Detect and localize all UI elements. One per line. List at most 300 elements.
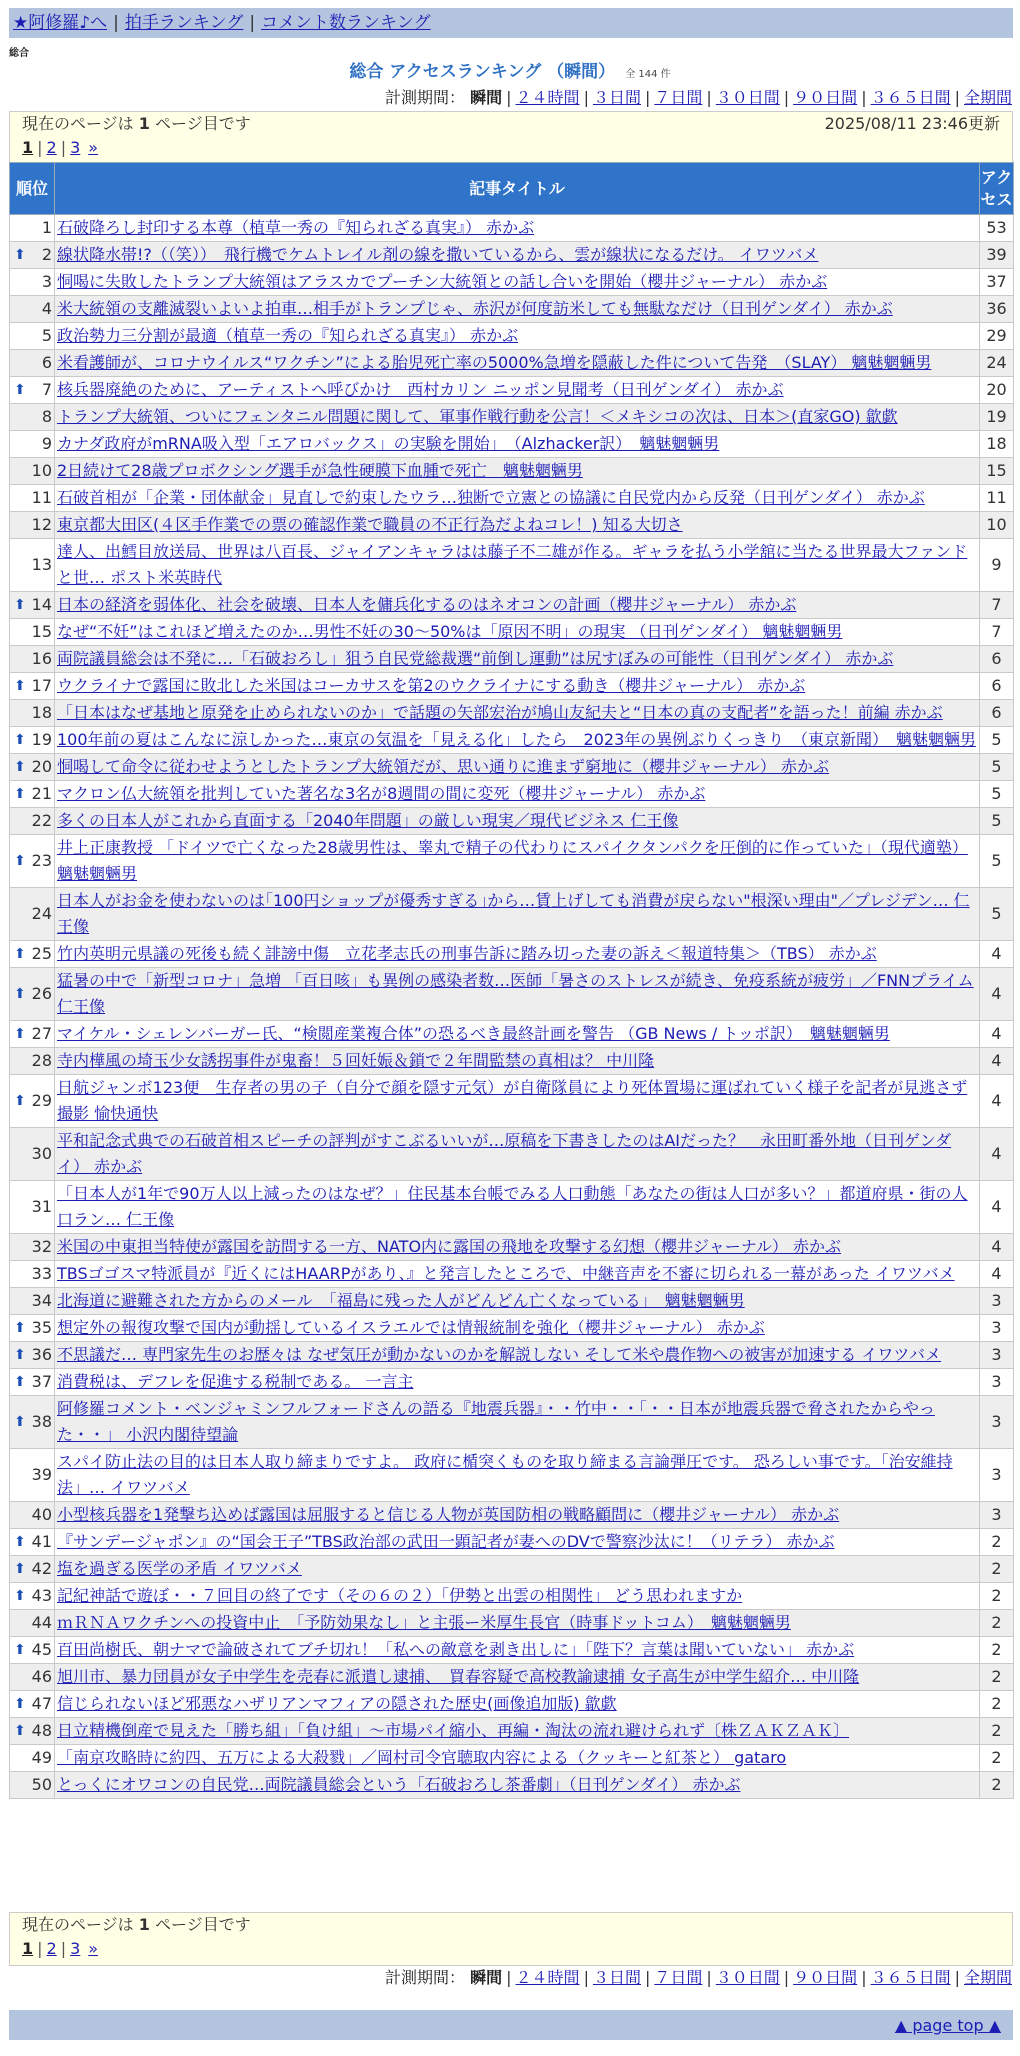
title-cell <box>55 377 980 404</box>
up-arrow-icon: ⬆ <box>14 1026 26 1042</box>
period-current: 瞬間 <box>470 1968 503 1987</box>
title-cell <box>55 539 980 592</box>
page-current: 1 <box>22 1939 34 1958</box>
table-row <box>10 242 1014 269</box>
article-title-link[interactable]: マイケル・シェレンバーガー氏、“検閲産業複合体”の恐るべき最終計画を警告 （GB News / トッポ訳） 魑魅魍魎男 <box>57 1024 890 1043</box>
rank-number: 31 <box>31 1197 52 1216</box>
title-cell <box>55 1691 980 1718</box>
table-row <box>10 296 1014 323</box>
article-title-link[interactable]: 「南京攻略時に約四、五万による大殺戮」／岡村司令官聴取内容による（クッキーと紅茶と） gataro <box>57 1748 787 1767</box>
article-title-link[interactable]: 竹内英明元県議の死後も続く誹謗中傷 立花孝志氏の刑事告訴に踏み切った妻の訴え＜報道特集＞（TBS） 赤かぶ <box>57 944 877 963</box>
table-row <box>10 673 1014 700</box>
access-count: 2 <box>980 1637 1014 1664</box>
table-row <box>10 1288 1014 1315</box>
col-title-header: 記事タイトル <box>55 163 980 215</box>
access-count: 2 <box>980 1745 1014 1772</box>
rank-cell <box>10 1181 55 1234</box>
rank-number: 5 <box>41 326 52 345</box>
access-count: 6 <box>980 646 1014 673</box>
table-row <box>10 1745 1014 1772</box>
table-row <box>10 431 1014 458</box>
rank-cell <box>10 808 55 835</box>
rank-cell <box>10 1529 55 1556</box>
page-current: 1 <box>22 138 34 157</box>
table-row <box>10 350 1014 377</box>
article-title-link[interactable]: 百田尚樹氏、朝ナマで論破されてブチ切れ！「私への敵意を剥き出しに」「陛下？言葉は聞いていない」 赤かぶ <box>57 1640 855 1659</box>
period-link-90d[interactable]: ９０日間 <box>793 1968 858 1987</box>
rank-cell <box>10 835 55 888</box>
article-title-link[interactable]: 北海道に避難された方からのメール 「福島に残った人がどんどん亡くなっている」 魑魅魍魎男 <box>57 1291 745 1310</box>
rank-cell <box>10 1234 55 1261</box>
rank-number: 9 <box>41 434 52 453</box>
table-row <box>10 700 1014 727</box>
title-cell <box>55 404 980 431</box>
article-title-link[interactable]: 信じられないほど邪悪なハザリアンマフィアの隠された歴史(画像追加版) 歙歔 <box>57 1694 617 1713</box>
period-selector-top: 計測期間： 瞬間 | ２４時間 | ３日間 | ７日間 | ３０日間 | ９０日間 | ３６５日間 | 全期間 <box>385 88 1012 107</box>
title-cell <box>55 1449 980 1502</box>
title-cell <box>55 1583 980 1610</box>
up-arrow-icon: ⬆ <box>14 1093 26 1109</box>
table-row <box>10 592 1014 619</box>
title-cell <box>55 808 980 835</box>
title-cell <box>55 431 980 458</box>
access-count: 9 <box>980 539 1014 592</box>
access-count: 4 <box>980 1021 1014 1048</box>
rank-number: 40 <box>31 1505 52 1524</box>
title-cell <box>55 1556 980 1583</box>
article-title-link[interactable]: 日本人がお金を使わないのは｢100円ショップが優秀すぎる｣から…賃上げしても消費が戻らない"根深い理由"／プレジデン… 仁王像 <box>57 891 970 936</box>
period-link-24h[interactable]: ２４時間 <box>515 1968 580 1987</box>
access-count: 2 <box>980 1529 1014 1556</box>
article-title-link[interactable]: 『サンデージャポン』の“国会王子”TBS政治部の武田一顕記者が妻へのDVで警察沙汰に！（リテラ） 赤かぶ <box>57 1532 835 1551</box>
article-title-link[interactable]: 旭川市、暴力団員が女子中学生を売春に派遣し逮捕、 買春容疑で高校教諭逮捕 女子高生が中学生紹介… 中川隆 <box>57 1667 860 1686</box>
rank-number: 2 <box>41 245 52 264</box>
period-link-all[interactable]: 全期間 <box>963 1968 1012 1987</box>
period-link-365d[interactable]: ３６５日間 <box>870 88 951 107</box>
title-cell <box>55 1664 980 1691</box>
article-title-link[interactable]: 2日続けて28歳プロボクシング選手が急性硬膜下血腫で死亡 魑魅魍魎男 <box>57 461 583 480</box>
table-row <box>10 754 1014 781</box>
rank-number: 50 <box>31 1775 52 1794</box>
article-title-link[interactable]: TBSゴゴスマ特派員が『近くにはHAARPがあり、』と発言したところで、中継音声を不審に切られる一幕があった イワツバメ <box>57 1264 955 1283</box>
title-cell <box>55 323 980 350</box>
access-count: 3 <box>980 1396 1014 1449</box>
access-count: 5 <box>980 808 1014 835</box>
access-count: 2 <box>980 1691 1014 1718</box>
period-label: 計測期間： <box>385 88 466 107</box>
article-title-link[interactable]: 猛暑の中で「新型コロナ」急増 「百日咳」も異例の感染者数…医師「暑さのストレスが続き、免疫系統が疲労」／FNNプライム 仁王像 <box>57 971 974 1016</box>
table-row <box>10 941 1014 968</box>
access-count: 2 <box>980 1583 1014 1610</box>
article-title-link[interactable]: 多くの日本人がこれから直面する「2040年問題」の厳しい現実／現代ビジネス 仁王像 <box>57 811 679 830</box>
rank-cell <box>10 1556 55 1583</box>
page-link-3[interactable]: 3 <box>70 138 81 157</box>
title-cell <box>55 968 980 1021</box>
access-count: 2 <box>980 1772 1014 1799</box>
article-title-link[interactable]: 恫喝して命令に従わせようとしたトランプ大統領だが、思い通りに進まず窮地に（櫻井ジャーナル） 赤かぶ <box>57 757 829 776</box>
up-arrow-icon: ⬆ <box>14 1374 26 1390</box>
up-arrow-icon: ⬆ <box>14 1347 26 1363</box>
rank-number: 26 <box>31 984 52 1003</box>
title-cell <box>55 1369 980 1396</box>
rank-number: 20 <box>31 757 52 776</box>
article-title-link[interactable]: 石破降ろし封印する本尊（植草一秀の『知られざる真実』） 赤かぶ <box>57 218 535 237</box>
table-row <box>10 1234 1014 1261</box>
page-next-link[interactable]: » <box>88 1939 99 1958</box>
table-header-row <box>10 163 1014 215</box>
nav-separator: | <box>249 13 256 33</box>
pagination: 1 | 2 | 3 » <box>22 138 99 157</box>
title-cell <box>55 700 980 727</box>
access-count: 7 <box>980 592 1014 619</box>
table-row <box>10 835 1014 888</box>
period-current: 瞬間 <box>470 88 503 107</box>
col-rank-header: 順位 <box>10 163 55 215</box>
rank-cell <box>10 458 55 485</box>
table-row <box>10 1315 1014 1342</box>
table-row <box>10 1369 1014 1396</box>
rank-cell <box>10 1772 55 1799</box>
rank-cell <box>10 592 55 619</box>
rank-cell <box>10 1075 55 1128</box>
page-link-2[interactable]: 2 <box>46 1939 57 1958</box>
period-link-24h[interactable]: ２４時間 <box>515 88 580 107</box>
article-title-link[interactable]: 塩を過ぎる医学の矛盾 イワツバメ <box>57 1559 302 1578</box>
table-row <box>10 619 1014 646</box>
access-count: 5 <box>980 754 1014 781</box>
article-title-link[interactable]: 阿修羅コメント・ベンジャミンフルフォードさんの語る『地震兵器』・・竹中・・「・・日本が地震兵器で脅されたからやった・・」 小沢内閣待望論 <box>57 1399 935 1444</box>
rank-cell <box>10 323 55 350</box>
access-count: 3 <box>980 1288 1014 1315</box>
access-count: 11 <box>980 485 1014 512</box>
article-title-link[interactable]: スパイ防止法の目的は日本人取り締まりですよ。 政府に楯突くものを取り締まる言論弾圧です。 恐ろしい事です。「治安維持法」… イワツバメ <box>57 1452 953 1497</box>
title-cell <box>55 215 980 242</box>
ranking-table-body <box>10 215 1014 1799</box>
access-count: 24 <box>980 350 1014 377</box>
up-arrow-icon: ⬆ <box>14 1414 26 1430</box>
title-cell <box>55 1502 980 1529</box>
title-cell <box>55 619 980 646</box>
period-link-30d[interactable]: ３０日間 <box>715 88 780 107</box>
paging-box-bottom <box>9 1912 1013 1966</box>
table-row <box>10 1342 1014 1369</box>
access-count: 4 <box>980 1261 1014 1288</box>
table-row <box>10 1396 1014 1449</box>
access-count: 4 <box>980 1128 1014 1181</box>
article-title-link[interactable]: ウクライナで露国に敗北した米国はコーカサスを第2のウクライナにする動き（櫻井ジャーナル） 赤かぶ <box>57 676 806 695</box>
access-count: 5 <box>980 888 1014 941</box>
up-arrow-icon: ⬆ <box>14 853 26 869</box>
period-link-7d[interactable]: ７日間 <box>654 88 703 107</box>
access-count: 6 <box>980 700 1014 727</box>
title-cell <box>55 1745 980 1772</box>
title-cell <box>55 835 980 888</box>
rank-cell <box>10 727 55 754</box>
up-arrow-icon: ⬆ <box>14 1642 26 1658</box>
table-row <box>10 808 1014 835</box>
up-arrow-icon: ⬆ <box>14 247 26 263</box>
up-arrow-icon: ⬆ <box>14 678 26 694</box>
rank-number: 44 <box>31 1613 52 1632</box>
rank-cell <box>10 1369 55 1396</box>
page-title <box>0 60 1020 87</box>
rank-number: 28 <box>31 1051 52 1070</box>
rank-cell <box>10 754 55 781</box>
article-title-link[interactable]: なぜ“不妊”はこれほど増えたのか…男性不妊の30～50%は「原因不明」の現実 （日刊ゲンダイ） 魑魅魍魎男 <box>57 622 843 641</box>
table-row <box>10 1502 1014 1529</box>
period-link-7d[interactable]: ７日間 <box>654 1968 703 1987</box>
rank-number: 1 <box>41 218 52 237</box>
rank-number: 3 <box>41 272 52 291</box>
access-count: 7 <box>980 619 1014 646</box>
period-link-365d[interactable]: ３６５日間 <box>870 1968 951 1987</box>
period-link-all[interactable]: 全期間 <box>963 88 1012 107</box>
access-count: 4 <box>980 1075 1014 1128</box>
title-cell <box>55 458 980 485</box>
rank-cell <box>10 404 55 431</box>
title-cell <box>55 1637 980 1664</box>
rank-number: 36 <box>31 1345 52 1364</box>
article-title-link[interactable]: 消費税は、デフレを促進する税制である。 一言主 <box>57 1372 414 1391</box>
table-row <box>10 1261 1014 1288</box>
access-count: 4 <box>980 1234 1014 1261</box>
access-count: 4 <box>980 968 1014 1021</box>
article-title-link[interactable]: 日本の経済を弱体化、社会を破壊、日本人を傭兵化するのはネオコンの計画（櫻井ジャーナル） 赤かぶ <box>57 595 797 614</box>
table-row <box>10 888 1014 941</box>
table-row <box>10 1048 1014 1075</box>
article-title-link[interactable]: 不思議だ… 専門家先生のお歴々は なぜ気圧が動かないのかを解説しない そして米や農作物への被害が加速する イワツバメ <box>57 1345 942 1364</box>
title-cell <box>55 1772 980 1799</box>
rank-number: 37 <box>31 1372 52 1391</box>
up-arrow-icon: ⬆ <box>14 986 26 1002</box>
rank-cell <box>10 1718 55 1745</box>
period-link-30d[interactable]: ３０日間 <box>715 1968 780 1987</box>
table-row <box>10 377 1014 404</box>
table-row <box>10 727 1014 754</box>
nav-clap-ranking-link[interactable]: 拍手ランキング <box>124 13 244 33</box>
rank-cell <box>10 1288 55 1315</box>
rank-number: 38 <box>31 1412 52 1431</box>
rank-number: 29 <box>31 1091 52 1110</box>
rank-cell <box>10 646 55 673</box>
article-title-link[interactable]: 記紀神話で遊ぼ・・７回目の終了です（その６の２）「伊勢と出雲の相関性」 どう思われますか <box>57 1586 743 1605</box>
title-cell <box>55 646 980 673</box>
rank-cell <box>10 1396 55 1449</box>
rank-cell <box>10 350 55 377</box>
rank-cell <box>10 1610 55 1637</box>
article-title-link[interactable]: 井上正康教授 「ドイツで亡くなった28歳男性は、睾丸で精子の代わりにスパイクタンパクを圧倒的に作っていた」（現代適塾） 魑魅魍魎男 <box>57 838 968 883</box>
rank-cell <box>10 1048 55 1075</box>
table-row <box>10 1583 1014 1610</box>
article-title-link[interactable]: 核兵器廃絶のために、アーティストへ呼びかけ 西村カリン ニッポン見聞考（日刊ゲンダイ） 赤かぶ <box>57 380 784 399</box>
up-arrow-icon: ⬆ <box>14 1561 26 1577</box>
rank-number: 27 <box>31 1024 52 1043</box>
rank-number: 42 <box>31 1559 52 1578</box>
rank-cell <box>10 1021 55 1048</box>
table-row <box>10 1664 1014 1691</box>
article-title-link[interactable]: 「日本はなぜ基地と原発を止められないのか」で話題の矢部宏治が鳩山友紀夫と“日本の真の支配者”を語った！前編 赤かぶ <box>57 703 943 722</box>
title-cell <box>55 1234 980 1261</box>
up-arrow-icon: ⬆ <box>14 759 26 775</box>
table-row <box>10 1529 1014 1556</box>
title-cell <box>55 1315 980 1342</box>
article-title-link[interactable]: 東京都大田区(４区手作業での票の確認作業で職員の不正行為だよねコレ！) 知る大切さ <box>57 515 683 534</box>
rank-cell <box>10 1664 55 1691</box>
access-count: 5 <box>980 781 1014 808</box>
title-cell <box>55 242 980 269</box>
rank-cell <box>10 968 55 1021</box>
table-row <box>10 1637 1014 1664</box>
table-row <box>10 968 1014 1021</box>
article-title-link[interactable]: 小型核兵器を1発撃ち込めば露国は屈服すると信じる人物が英国防相の戦略顧問に（櫻井ジャーナル） 赤かぶ <box>57 1505 840 1524</box>
article-title-link[interactable]: 米国の中東担当特使が露国を訪問する一方、NATO内に露国の飛地を攻撃する幻想（櫻井ジャーナル） 赤かぶ <box>57 1237 842 1256</box>
article-title-link[interactable]: 日立精機倒産で見えた「勝ち組」「負け組」～市場パイ縮小、再編・淘汰の流れ避けられず〔株ＺＡＫＺＡＫ〕 <box>57 1721 850 1740</box>
rank-cell <box>10 700 55 727</box>
article-title-link[interactable]: 達人、出鱈目放送局、世界は八百長、ジャイアンキャラはは藤子不二雄が作る。ギャラを払う小学舘に当たる世界最大ファンドと世… ポスト米英時代 <box>57 542 968 587</box>
title-cell <box>55 941 980 968</box>
article-title-link[interactable]: 石破首相が「企業・団体献金」見直しで約束したウラ…独断で立憲との協議に自民党内から反発（日刊ゲンダイ） 赤かぶ <box>57 488 925 507</box>
rank-number: 46 <box>31 1667 52 1686</box>
rank-cell <box>10 1502 55 1529</box>
article-title-link[interactable]: とっくにオワコンの自民党…両院議員総会という「石破おろし茶番劇」（日刊ゲンダイ） 赤かぶ <box>57 1775 741 1794</box>
footer-bar <box>9 2010 1013 2040</box>
period-link-3d[interactable]: ３日間 <box>592 88 641 107</box>
rank-number: 10 <box>31 461 52 480</box>
table-row <box>10 458 1014 485</box>
rank-cell <box>10 242 55 269</box>
rank-number: 17 <box>31 676 52 695</box>
title-cell <box>55 1342 980 1369</box>
page-link-2[interactable]: 2 <box>46 138 57 157</box>
rank-number: 22 <box>31 811 52 830</box>
title-cell <box>55 485 980 512</box>
table-row <box>10 1772 1014 1799</box>
title-cell <box>55 1610 980 1637</box>
table-row <box>10 646 1014 673</box>
title-cell <box>55 1288 980 1315</box>
article-title-link[interactable]: トランプ大統領、ついにフェンタニル問題に関して、軍事作戦行動を公言！＜メキシコの次は、日本＞(直家GO) 歙歔 <box>57 407 898 426</box>
rank-number: 47 <box>31 1694 52 1713</box>
access-count: 18 <box>980 431 1014 458</box>
table-row <box>10 1021 1014 1048</box>
period-link-90d[interactable]: ９０日間 <box>793 88 858 107</box>
rank-cell <box>10 1449 55 1502</box>
rank-number: 4 <box>41 299 52 318</box>
rank-cell <box>10 1128 55 1181</box>
rank-number: 45 <box>31 1640 52 1659</box>
page-link-3[interactable]: 3 <box>70 1939 81 1958</box>
access-count: 19 <box>980 404 1014 431</box>
article-title-link[interactable]: 100年前の夏はこんなに涼しかった…東京の気温を「見える化」したら 2023年の異例ぶりくっきり （東京新聞） 魑魅魍魎男 <box>57 730 976 749</box>
rank-number: 8 <box>41 407 52 426</box>
article-title-link[interactable]: 恫喝に失敗したトランプ大統領はアラスカでプーチン大統領との話し合いを開始（櫻井ジャーナル） 赤かぶ <box>57 272 828 291</box>
access-count: 4 <box>980 1181 1014 1234</box>
article-title-link[interactable]: 線状降水帯!?（（笑）） 飛行機でケムトレイル剤の線を撒いているから、雲が線状になるだけ。 イワツバメ <box>57 245 819 264</box>
rank-number: 30 <box>31 1144 52 1163</box>
rank-cell <box>10 1637 55 1664</box>
period-selector-bottom: 計測期間： 瞬間 | ２４時間 | ３日間 | ７日間 | ３０日間 | ９０日間 | ３６５日間 | 全期間 <box>385 1968 1012 1987</box>
category-label: 総合 <box>9 48 29 59</box>
period-link-3d[interactable]: ３日間 <box>592 1968 641 1987</box>
nav-home-link[interactable]: ★阿修羅♪へ <box>13 13 108 33</box>
rank-number: 48 <box>31 1721 52 1740</box>
rank-number: 24 <box>31 904 52 923</box>
table-row <box>10 539 1014 592</box>
access-count: 20 <box>980 377 1014 404</box>
rank-number: 7 <box>41 380 52 399</box>
rank-cell <box>10 888 55 941</box>
article-title-link[interactable]: 日航ジャンボ123便 生存者の男の子（自分で顔を隠す元気）が自衛隊員により死体置場に運ばれていく様子を記者が見逃さず撮影 愉快通快 <box>57 1078 968 1123</box>
rank-cell <box>10 512 55 539</box>
access-count: 10 <box>980 512 1014 539</box>
ranking-title: 総合 アクセスランキング （瞬間） <box>349 62 616 82</box>
article-title-link[interactable]: 寺内樺風の埼玉少女誘拐事件が鬼畜！５回妊娠＆鎖で２年間監禁の真相は？ 中川隆 <box>57 1051 655 1070</box>
up-arrow-icon: ⬆ <box>14 1588 26 1604</box>
article-title-link[interactable]: 平和記念式典での石破首相スピーチの評判がすこぶるいいが…原稿を下書きしたのはAIだった？ 永田町番外地（日刊ゲンダイ） 赤かぶ <box>57 1131 952 1176</box>
page-top-link[interactable]: ▲ page top ▲ <box>894 2016 1001 2035</box>
title-cell <box>55 1128 980 1181</box>
title-cell <box>55 1529 980 1556</box>
article-title-link[interactable]: 米大統領の支離滅裂いよいよ拍車…相手がトランプじゃ、赤沢が何度訪米しても無駄なだけ（日刊ゲンダイ） 赤かぶ <box>57 299 893 318</box>
rank-cell <box>10 781 55 808</box>
article-title-link[interactable]: 政治勢力三分割が最適（植草一秀の『知られざる真実』） 赤かぶ <box>57 326 519 345</box>
article-title-link[interactable]: ｍＲＮＡワクチンへの投資中止 「予防効果なし」と主張ー米厚生長官（時事ドットコム） 魑魅魍魎男 <box>57 1613 791 1632</box>
article-title-link[interactable]: カナダ政府がmRNA吸入型「エアロバックス」の実験を開始」 （Alzhacker訳） 魑魅魍魎男 <box>57 434 720 453</box>
rank-number: 19 <box>31 730 52 749</box>
up-arrow-icon: ⬆ <box>14 1534 26 1550</box>
page-status: 現在のページは 1 ページ目です <box>22 1915 251 1934</box>
access-count: 39 <box>980 242 1014 269</box>
access-count: 5 <box>980 835 1014 888</box>
article-title-link[interactable]: マクロン仏大統領を批判していた著名な3名が8週間の間に変死（櫻井ジャーナル） 赤かぶ <box>57 784 706 803</box>
access-count: 3 <box>980 1449 1014 1502</box>
table-row <box>10 1075 1014 1128</box>
access-count: 2 <box>980 1664 1014 1691</box>
access-count: 2 <box>980 1556 1014 1583</box>
rank-cell <box>10 1691 55 1718</box>
table-row <box>10 1718 1014 1745</box>
page-next-link[interactable]: » <box>88 138 99 157</box>
rank-cell <box>10 673 55 700</box>
title-cell <box>55 727 980 754</box>
nav-comment-ranking-link[interactable]: コメント数ランキング <box>261 13 431 33</box>
rank-cell <box>10 296 55 323</box>
title-cell <box>55 592 980 619</box>
rank-number: 43 <box>31 1586 52 1605</box>
title-cell <box>55 296 980 323</box>
rank-cell <box>10 941 55 968</box>
rank-cell <box>10 1583 55 1610</box>
rank-number: 39 <box>31 1465 52 1484</box>
access-count: 53 <box>980 215 1014 242</box>
article-title-link[interactable]: 「日本人が1年で90万人以上減ったのはなぜ？」住民基本台帳でみる人口動態「あなたの街は人口が多い？」都道府県・街の人口ラン… 仁王像 <box>57 1184 968 1229</box>
access-count: 37 <box>980 269 1014 296</box>
table-row <box>10 269 1014 296</box>
article-title-link[interactable]: 両院議員総会は不発に…「石破おろし」狙う自民党総裁選“前倒し運動”は尻すぼみの可能性（日刊ゲンダイ） 赤かぶ <box>57 649 894 668</box>
up-arrow-icon: ⬆ <box>14 1723 26 1739</box>
title-cell <box>55 1718 980 1745</box>
article-title-link[interactable]: 米看護師が、コロナウイルス“ワクチン”による胎児死亡率の5000%急増を隠蔽した件について告発 （SLAY） 魑魅魍魎男 <box>57 353 932 372</box>
table-row <box>10 1556 1014 1583</box>
rank-number: 41 <box>31 1532 52 1551</box>
paging-box-top <box>9 111 1013 163</box>
page-status: 現在のページは 1 ページ目です <box>22 114 251 133</box>
col-access-header: アクセス <box>980 163 1014 215</box>
title-cell <box>55 781 980 808</box>
item-count: 全 144 件 <box>625 69 671 80</box>
article-title-link[interactable]: 想定外の報復攻撃で国内が動揺しているイスラエルでは情報統制を強化（櫻井ジャーナル） 赤かぶ <box>57 1318 765 1337</box>
rank-number: 25 <box>31 944 52 963</box>
